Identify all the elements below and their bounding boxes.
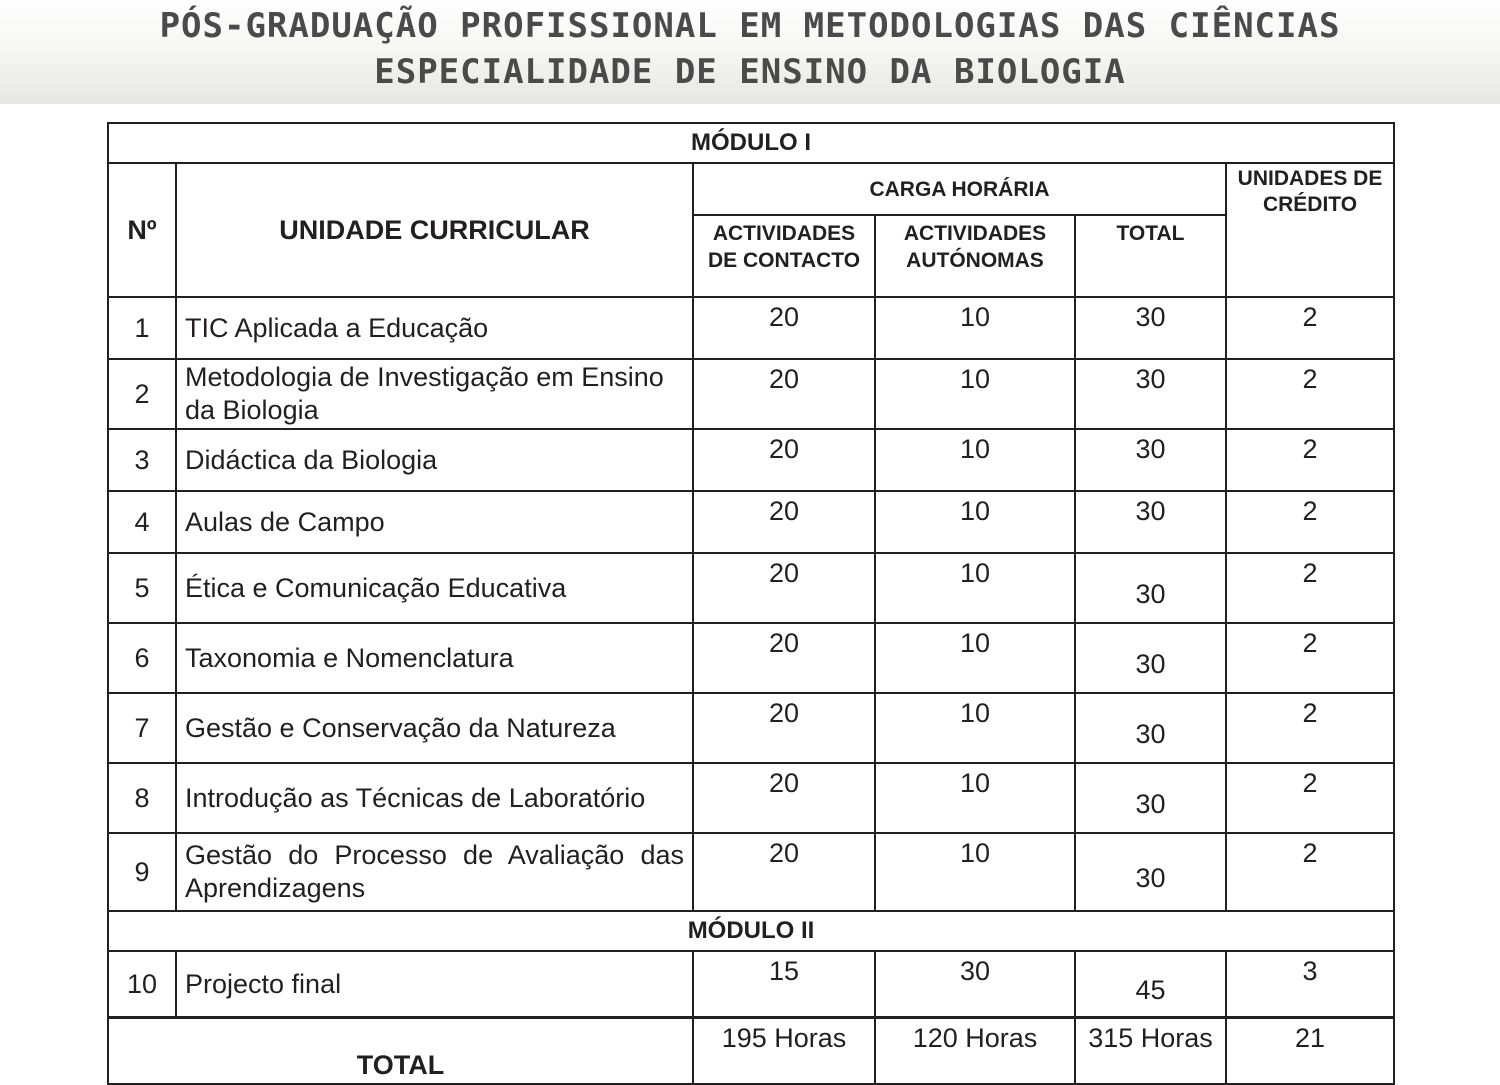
row-autonomous: 10 (875, 623, 1075, 693)
row-unit: TIC Aplicada a Educação (176, 297, 693, 359)
row-number: 10 (108, 951, 176, 1018)
row-autonomous: 10 (875, 297, 1075, 359)
row-contact: 20 (693, 763, 875, 833)
table-row (108, 553, 1394, 623)
module-1-label: MÓDULO I (108, 123, 1394, 163)
total-contact: 195 Horas (693, 1018, 875, 1085)
table-row (108, 763, 1394, 833)
row-unit: Taxonomia e Nomenclatura (176, 623, 693, 693)
row-autonomous: 10 (875, 553, 1075, 623)
total-hours: 315 Horas (1075, 1018, 1226, 1085)
table-row (108, 623, 1394, 693)
table-row (108, 359, 1394, 429)
row-number: 9 (108, 833, 176, 911)
row-total: 30 (1075, 359, 1226, 429)
row-number: 3 (108, 429, 176, 491)
row-credits: 2 (1226, 553, 1394, 623)
row-credits: 2 (1226, 429, 1394, 491)
module-2-row (108, 911, 1394, 951)
table-row (108, 693, 1394, 763)
row-total: 30 (1075, 623, 1226, 693)
header-autonomous-line2: AUTÓNOMAS (906, 249, 1044, 272)
row-total: 30 (1075, 763, 1226, 833)
row-contact: 20 (693, 429, 875, 491)
header-contact-line2: DE CONTACTO (707, 249, 861, 272)
module-1-row (108, 123, 1394, 163)
row-autonomous: 10 (875, 833, 1075, 911)
table-row (108, 429, 1394, 491)
row-number: 5 (108, 553, 176, 623)
header-workload: CARGA HORÁRIA (693, 163, 1226, 215)
header-row-1 (108, 163, 1394, 215)
row-unit: Projecto final (176, 951, 693, 1018)
row-autonomous: 10 (875, 359, 1075, 429)
row-total: 30 (1075, 553, 1226, 623)
row-unit: Introdução as Técnicas de Laboratório (176, 763, 693, 833)
row-autonomous: 30 (875, 951, 1075, 1018)
page-subtitle: ESPECIALIDADE DE ENSINO DA BIOLOGIA (374, 52, 1126, 92)
row-credits: 2 (1226, 297, 1394, 359)
row-contact: 20 (693, 491, 875, 553)
row-unit: Gestão do Processo de Avaliação das Aprendizagens (176, 833, 693, 911)
row-contact: 20 (693, 359, 875, 429)
row-unit: Didáctica da Biologia (176, 429, 693, 491)
row-total: 30 (1075, 693, 1226, 763)
row-contact: 20 (693, 833, 875, 911)
total-credits: 21 (1226, 1018, 1394, 1085)
row-credits: 2 (1226, 693, 1394, 763)
row-unit: Aulas de Campo (176, 491, 693, 553)
row-number: 8 (108, 763, 176, 833)
row-credits: 2 (1226, 833, 1394, 911)
row-number: 6 (108, 623, 176, 693)
header-autonomous-line1: ACTIVIDADES (903, 222, 1047, 245)
total-autonomous: 120 Horas (875, 1018, 1075, 1085)
row-number: 4 (108, 491, 176, 553)
row-contact: 15 (693, 951, 875, 1018)
row-total: 30 (1075, 491, 1226, 553)
header-credits-line1: UNIDADES DE (1237, 167, 1383, 190)
header-credits (1226, 163, 1394, 297)
row-credits: 3 (1226, 951, 1394, 1018)
header-unit: UNIDADE CURRICULAR (176, 163, 693, 297)
header-contact (693, 215, 875, 297)
row-contact: 20 (693, 553, 875, 623)
header-total: TOTAL (1075, 215, 1226, 297)
page-title: PÓS-GRADUAÇÃO PROFISSIONAL EM METODOLOGIAS DAS CIÊNCIAS (159, 6, 1341, 46)
curriculum-table (107, 122, 1395, 1085)
row-unit: Metodologia de Investigação em Ensino da Biologia (176, 359, 693, 429)
table-row-final (108, 951, 1394, 1018)
row-number: 2 (108, 359, 176, 429)
header-credits-line2: CRÉDITO (1262, 193, 1358, 216)
row-credits: 2 (1226, 359, 1394, 429)
row-autonomous: 10 (875, 693, 1075, 763)
total-label: TOTAL (108, 1018, 693, 1085)
row-total: 30 (1075, 833, 1226, 911)
row-autonomous: 10 (875, 429, 1075, 491)
table-row (108, 297, 1394, 359)
row-credits: 2 (1226, 623, 1394, 693)
row-autonomous: 10 (875, 763, 1075, 833)
row-number: 7 (108, 693, 176, 763)
row-contact: 20 (693, 297, 875, 359)
row-unit: Ética e Comunicação Educativa (176, 553, 693, 623)
table-row (108, 491, 1394, 553)
row-number: 1 (108, 297, 176, 359)
module-2-label: MÓDULO II (108, 911, 1394, 951)
header-contact-line1: ACTIVIDADES (712, 222, 856, 245)
row-contact: 20 (693, 693, 875, 763)
row-total: 45 (1075, 951, 1226, 1018)
table-total-row (108, 1018, 1394, 1085)
row-credits: 2 (1226, 491, 1394, 553)
row-unit: Gestão e Conservação da Natureza (176, 693, 693, 763)
row-autonomous: 10 (875, 491, 1075, 553)
header-number: Nº (108, 163, 176, 297)
row-total: 30 (1075, 429, 1226, 491)
table-row (108, 833, 1394, 911)
row-contact: 20 (693, 623, 875, 693)
row-total: 30 (1075, 297, 1226, 359)
row-credits: 2 (1226, 763, 1394, 833)
page-header (0, 0, 1500, 104)
header-autonomous (875, 215, 1075, 297)
